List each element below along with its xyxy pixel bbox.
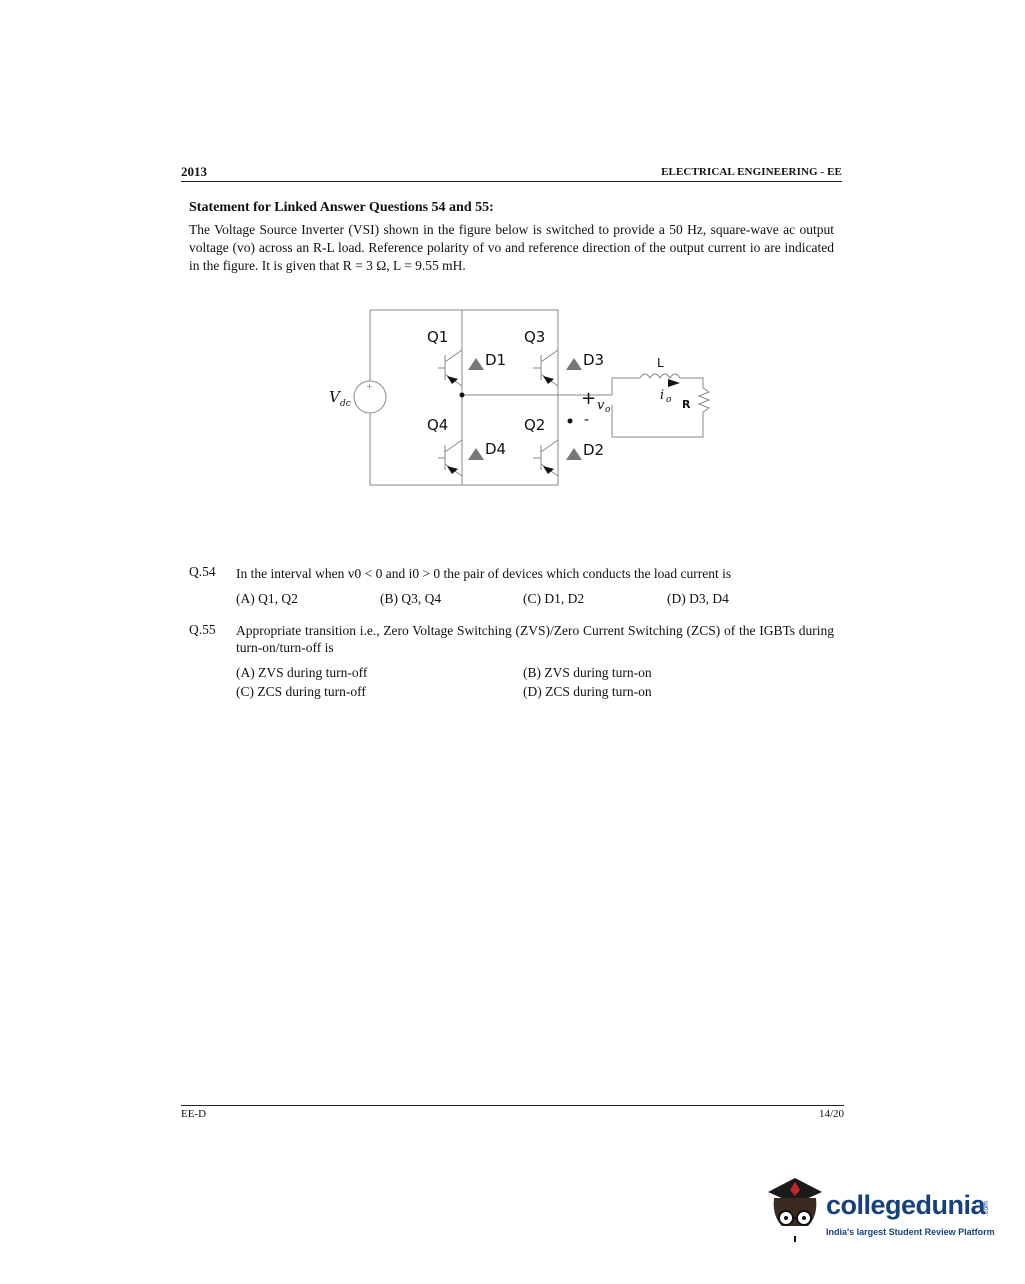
label-plus: + xyxy=(581,388,597,409)
label-current-sub: o xyxy=(666,395,672,405)
logo-mascot-icon xyxy=(764,1176,826,1248)
footer-page: 14/20 xyxy=(818,1108,844,1120)
q55-text: Appropriate transition i.e., Zero Voltage Switching (ZVS)/Zero Current Switching (ZCS) of the IGBTs during turn-on/turn-off is xyxy=(236,623,834,655)
label-d2: D2 xyxy=(583,441,605,459)
statement-body: The Voltage Source Inverter (VSI) shown in the figure below is switched to provide a 50 Hz, square-wave ac output voltage (vo) across an R-L load. Reference polarity of vo and reference direction of the output current io are indicated in the figure. It is given that R = 3 Ω, L = 9.55 mH. xyxy=(189,222,834,273)
q55-number: Q.55 xyxy=(189,622,216,637)
label-source: V xyxy=(329,388,340,406)
q54-option-d: (D) D3, D4 xyxy=(667,591,729,606)
label-inductor: L xyxy=(657,356,664,370)
logo-suffix: .com xyxy=(983,1201,990,1217)
q54-option-c: (C) D1, D2 xyxy=(523,591,585,606)
header-subject: ELECTRICAL ENGINEERING - EE xyxy=(661,166,842,178)
q55-option-c: (C) ZCS during turn-off xyxy=(236,684,366,699)
svg-text:+: + xyxy=(366,382,373,391)
footer-rule xyxy=(181,1105,844,1106)
label-d4: D4 xyxy=(485,440,507,458)
label-q1: Q1 xyxy=(427,328,449,346)
q55-option-b: (B) ZVS during turn-on xyxy=(523,665,652,680)
label-d3: D3 xyxy=(583,351,605,369)
q54-option-a: (A) Q1, Q2 xyxy=(236,591,298,606)
header-rule xyxy=(181,181,842,182)
statement-title: Statement for Linked Answer Questions 54 and 55: xyxy=(189,200,494,215)
q55-option-d: (D) ZCS during turn-on xyxy=(523,684,652,699)
label-source-sub: dc xyxy=(340,399,351,409)
q54-number: Q.54 xyxy=(189,564,216,579)
inverter-circuit-diagram xyxy=(320,305,720,495)
logo-name: collegedunia xyxy=(826,1190,986,1220)
label-resistor: R xyxy=(682,398,691,411)
label-q2: Q2 xyxy=(524,416,546,434)
label-minus: - xyxy=(584,412,590,428)
q54-option-b: (B) Q3, Q4 xyxy=(380,591,442,606)
q55-option-a: (A) ZVS during turn-off xyxy=(236,665,368,680)
footer-code: EE-D xyxy=(181,1108,207,1120)
label-current: i xyxy=(660,388,665,403)
label-q4: Q4 xyxy=(427,416,449,434)
label-q3: Q3 xyxy=(524,328,546,346)
label-d1: D1 xyxy=(485,351,507,369)
label-voltage-sub: o xyxy=(605,405,611,415)
label-voltage: v xyxy=(597,398,605,413)
logo-tagline: India's largest Student Review Platform xyxy=(826,1227,995,1237)
header-year: 2013 xyxy=(181,164,207,179)
q54-text: In the interval when v0 < 0 and i0 > 0 the pair of devices which conducts the load current is xyxy=(236,566,732,581)
